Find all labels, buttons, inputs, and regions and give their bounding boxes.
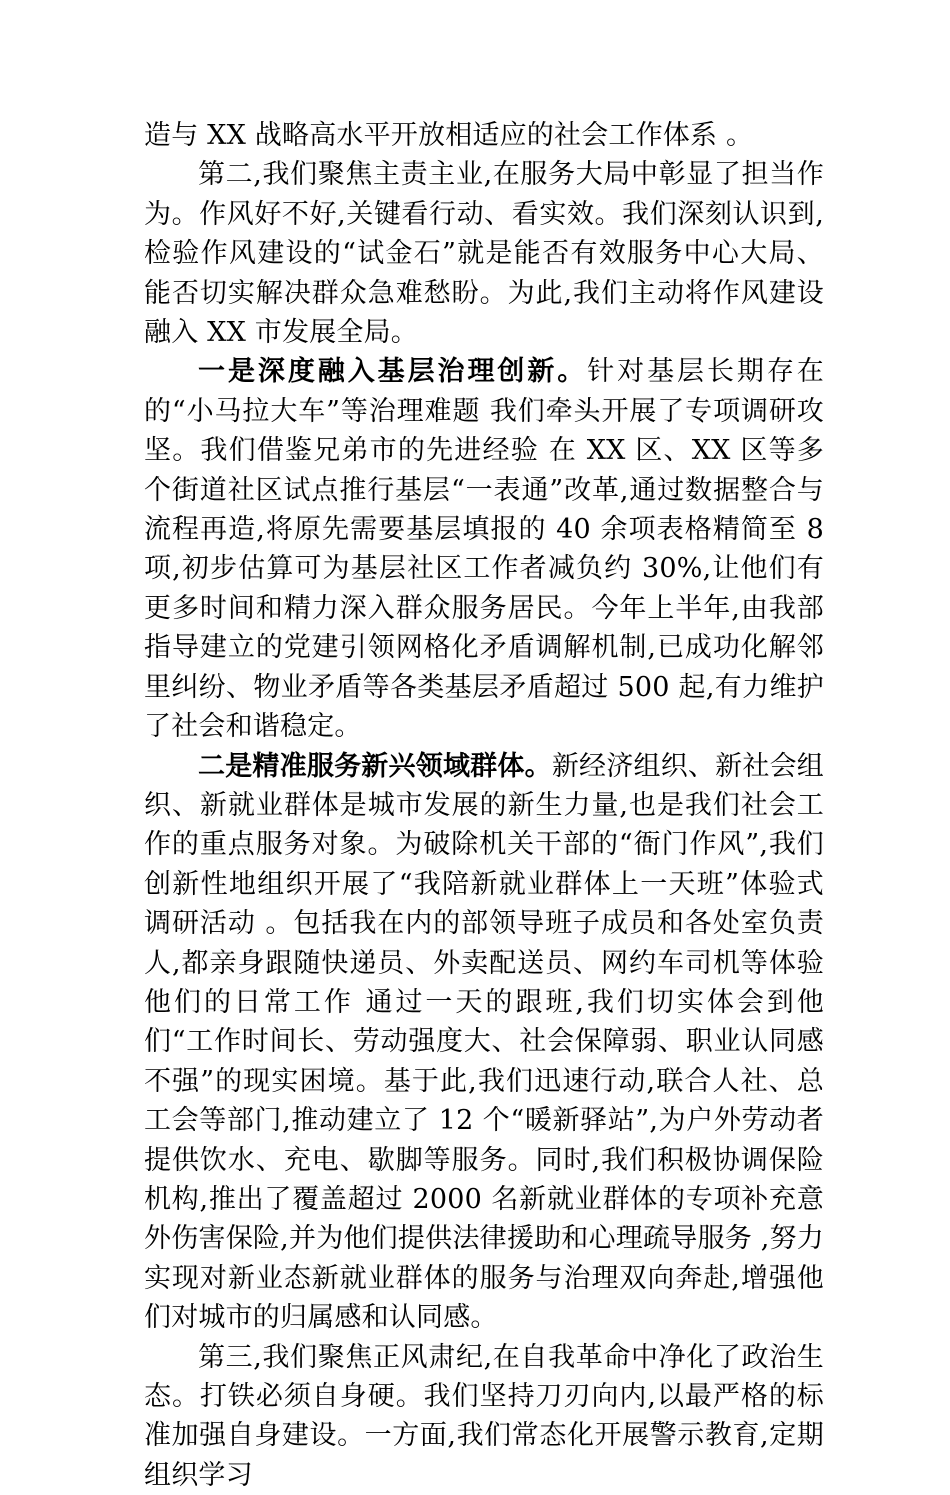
paragraph-lead-heading: 一是深度融入基层治理创新。 — [198, 356, 588, 388]
paragraph-text: 造与 XX 战略高水平开放相适应的社会工作体系 。 — [144, 120, 754, 151]
paragraph-new-employment-groups — [144, 747, 824, 1338]
paragraph-text: 第二,我们聚焦主责主业,在服务大局中彰显了担当作为。作风好不好,关键看行动、看实效。我们深刻认识到,检验作风建设的“试金石”就是能否有效服务中心大局、能否切实解决群众急难愁盼。为此,我们主动将作风建设融入 XX 市发展全局。 — [144, 159, 824, 349]
paragraph-text: 针对基层长期存在的“小马拉大车”等治理难题 我们牵头开展了专项调研攻坚。我们借鉴兄弟市的先进经验 在 XX 区、XX 区等多个街道社区试点推行基层“一表通”改革,通过数据整合与流程再造,将原先需要基层填报的 40 余项表格精简至 8 项,初步估算可为基层社区工作者减负约 30%,让他们有更多时间和精力深入群众服务居民。今年上半年,由我部指导建立的党建引领网格化矛盾调解机制,已成功化解邻里纠纷、物业矛盾等各类基层矛盾超过 500 起,有力维护了社会和谐稳定。 — [144, 356, 824, 743]
paragraph-continuation — [144, 116, 824, 155]
document-body — [144, 116, 824, 1495]
paragraph-lead-heading: 二是精准服务新兴领域群体。 — [198, 750, 552, 782]
paragraph-text: 第三,我们聚焦正风肃纪,在自我革命中净化了政治生态。打铁必须自身硬。我们坚持刀刃向内,以最严格的标准加强自身建设。一方面,我们常态化开展警示教育,定期组织学习 — [144, 1341, 824, 1491]
paragraph-grassroots-governance — [144, 352, 824, 746]
paragraph-text: 新经济组织、新社会组织、新就业群体是城市发展的新生力量,也是我们社会工作的重点服务对象。为破除机关干部的“衙门作风”,我们创新性地组织开展了“我陪新就业群体上一天班”体验式调研活动 。包括我在内的部领导班子成员和各处室负责人,都亲身跟随快递员、外卖配送员、网约车司机等体验他们的日常工作 通过一天的跟班,我们切实体会到他们“工作时间长、劳动强度大、社会保障弱、职业认同感不强”的现实困境。基于此,我们迅速行动,联合人社、总工会等部门,推动建立了 12 个“暖新驿站”,为户外劳动者提供饮水、充电、歇脚等服务。同时,我们积极协调保险机构,推出了覆盖超过 2000 名新就业群体的专项补充意外伤害保险,并为他们提供法律援助和心理疏导服务 ,努力实现对新业态新就业群体的服务与治理双向奔赴,增强他们对城市的归属感和认同感。 — [144, 750, 825, 1334]
paragraph-third-point — [144, 1338, 824, 1495]
paragraph-second-point — [144, 155, 824, 352]
